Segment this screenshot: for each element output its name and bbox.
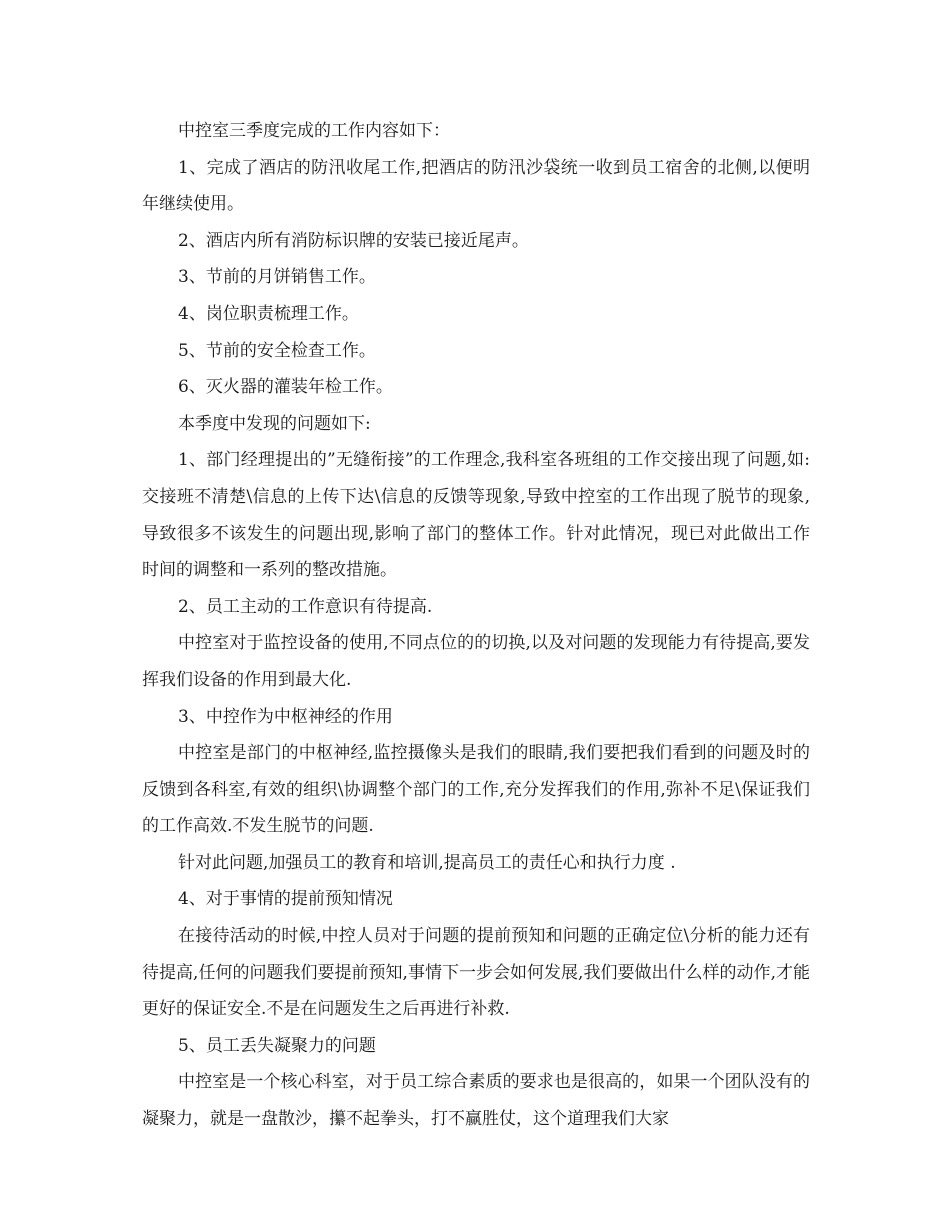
problem-5-body: 中控室是一个核心科室，对于员工综合素质的要求也是很高的，如果一个团队没有的凝聚力，就是一盘散沙，攥不起拳头，打不赢胜仗，这个道理我们大家 bbox=[142, 1072, 810, 1130]
problem-2-body: 中控室对于监控设备的使用,不同点位的的切换,以及对问题的发现能力有待提高,要发挥我们设备的作用到最大化. bbox=[142, 633, 810, 690]
heading-q3-completed-work: 中控室三季度完成的工作内容如下： bbox=[178, 121, 450, 141]
completed-item-6: 6、灭火器的灌装年检工作。 bbox=[178, 377, 393, 398]
heading-problems-found: 本季度中发现的问题如下: bbox=[178, 413, 371, 434]
completed-item-1: 1、完成了酒店的防汛收尾工作,把酒店的防汛沙袋统一收到员工宿舍的北侧,以便明年继续使用。 bbox=[142, 157, 810, 215]
problem-4-title: 4、对于事情的提前预知情况 bbox=[178, 889, 393, 910]
problem-3-title: 3、中控作为中枢神经的作用 bbox=[178, 706, 393, 727]
problem-2-title: 2、员工主动的工作意识有待提高. bbox=[178, 596, 433, 617]
problem-5-title: 5、员工丢失凝聚力的问题 bbox=[178, 1035, 376, 1056]
document-page bbox=[142, 113, 810, 1138]
problem-3-body: 中控室是部门的中枢神经,监控摄像头是我们的眼睛,我们要把我们看到的问题及时的反馈到各科室,有效的组织\协调整个部门的工作,充分发挥我们的作用,弥补不足\保证我们的工作高效.不发生脱节的问题. bbox=[142, 743, 810, 837]
completed-item-2: 2、酒店内所有消防标识牌的安装已接近尾声。 bbox=[178, 230, 529, 251]
problem-4-body: 在接待活动的时候,中控人员对于问题的提前预知和问题的正确定位\分析的能力还有待提高,任何的问题我们要提前预知,事情下一步会如何发展,我们要做出什么样的动作,才能更好的保证安全.不是在问题发生之后再进行补救. bbox=[142, 926, 810, 1020]
completed-item-5: 5、节前的安全检查工作。 bbox=[178, 340, 376, 361]
completed-item-3: 3、节前的月饼销售工作。 bbox=[178, 267, 376, 288]
problem-1: 1、部门经理提出的”无缝衔接”的工作理念,我科室各班组的工作交接出现了问题,如:交接班不清楚\信息的上传下达\信息的反馈等现象,导致中控室的工作出现了脱节的现象,导致很多不该发生的问题出现,影响了部门的整体工作。针对此情况，现已对此做出工作时间的调整和一系列的整改措施。 bbox=[142, 450, 810, 581]
problem-3-measure: 针对此问题,加强员工的教育和培训,提高员工的责任心和执行力度 . bbox=[178, 852, 676, 873]
completed-item-4: 4、岗位职责梳理工作。 bbox=[178, 303, 359, 324]
